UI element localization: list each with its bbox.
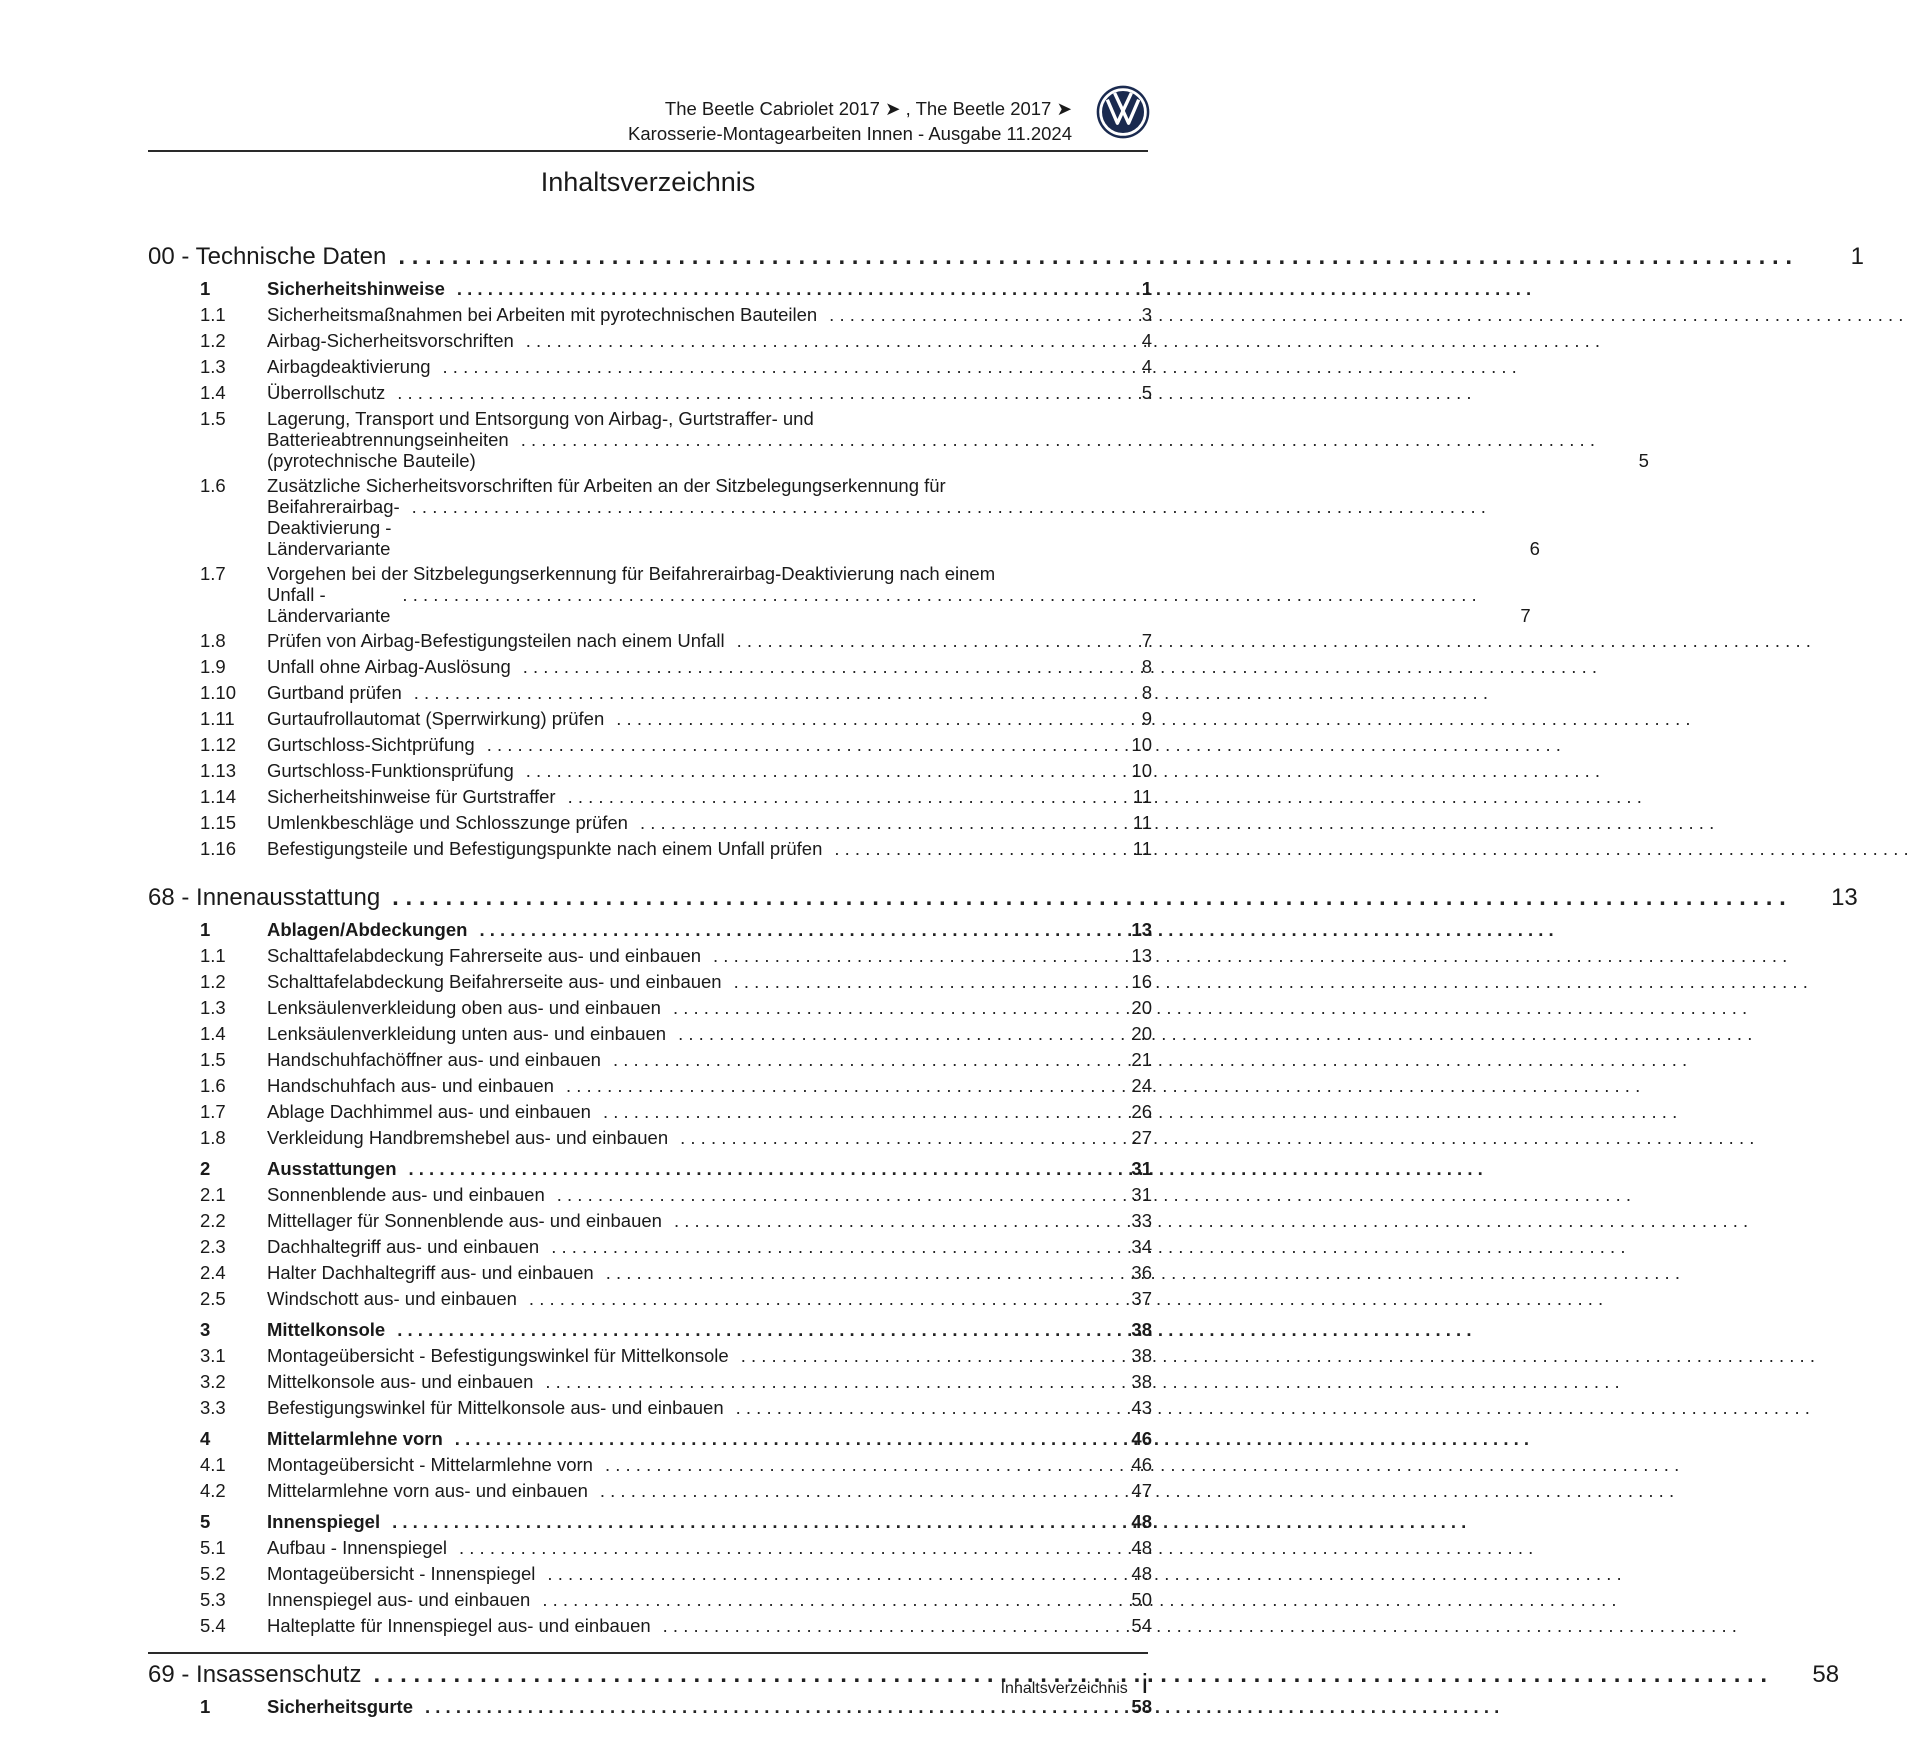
toc-subsection-entry[interactable]: [148, 1125, 1152, 1151]
toc-subsection-page: 37: [1131, 1288, 1152, 1309]
toc-subsection-title: Lenksäulenverkleidung unten aus- und einbauen: [267, 1023, 667, 1044]
document-footer: [148, 1668, 1148, 1700]
toc-subsection-number: 1.15: [200, 812, 237, 833]
toc-subsection-number: 1.6: [200, 475, 226, 496]
toc-subsection-number: 1.6: [200, 1075, 226, 1096]
toc-subsection-title: Sicherheitshinweise für Gurtstraffer: [267, 786, 556, 807]
toc-subsection-number: 1.4: [200, 382, 226, 403]
toc-subsection-entry[interactable]: [148, 706, 1152, 732]
toc-subsection-entry[interactable]: [148, 995, 1152, 1021]
toc-subsection-title: Dachhaltegriff aus- und einbauen: [267, 1236, 540, 1257]
toc-subsection-title-line1: Vorgehen bei der Sitzbelegungserkennung für Beifahrerairbag-Deaktivierung nach einem: [267, 563, 996, 584]
toc-leader-dots: [392, 879, 1786, 917]
toc-subsection-page: 34: [1131, 1236, 1152, 1257]
toc-subsection-page: 3: [1141, 304, 1152, 325]
toc-subsection-number: 1.14: [200, 786, 237, 807]
header-edition-line: Karosserie-Montagearbeiten Innen - Ausgabe 11.2024: [628, 123, 1072, 144]
toc-subsection-entry[interactable]: [148, 1208, 1152, 1234]
toc-subsection-entry[interactable]: [148, 1452, 1152, 1478]
toc-subsection-entry[interactable]: [148, 1286, 1152, 1312]
toc-subsection-number: 1.12: [200, 734, 237, 755]
toc-leader-dots: [521, 429, 1595, 450]
toc-subsection-entry[interactable]: [148, 1234, 1152, 1260]
toc-subsection-title: Halter Dachhaltegriff aus- und einbauen: [267, 1262, 594, 1283]
toc-leader-dots: [834, 836, 1908, 862]
toc-subsection-title: Innenspiegel aus- und einbauen: [267, 1589, 531, 1610]
toc-subsection-number: 1.7: [200, 563, 226, 584]
toc-subsection-title: Schalttafelabdeckung Beifahrerseite aus- und einbauen: [267, 971, 722, 992]
toc-subsection-entry[interactable]: [148, 561, 1531, 628]
toc-chapter: [148, 238, 1864, 862]
toc-section-page: 13: [1131, 919, 1152, 940]
toc-subsection-title-line2: Beifahrerairbag-Deaktivierung - Ländervariante: [267, 496, 400, 559]
toc-subsection-title: Befestigungswinkel für Mittelkonsole aus- und einbauen: [267, 1397, 724, 1418]
toc-subsection-page: 27: [1131, 1127, 1152, 1148]
footer-page-number: i: [1141, 1668, 1148, 1699]
toc-subsection-page: 8: [1141, 656, 1152, 677]
toc-subsection-entry[interactable]: [148, 1182, 1152, 1208]
toc-leader-dots: [529, 1286, 1603, 1312]
toc-subsection-page: 11: [1132, 812, 1152, 833]
toc-subsection-entry[interactable]: [148, 680, 1152, 706]
toc-subsection-entry[interactable]: [148, 1613, 1152, 1639]
toc-subsection-number: 1.7: [200, 1101, 226, 1122]
toc-leader-dots: [526, 328, 1600, 354]
toc-subsection-entry[interactable]: [148, 1021, 1152, 1047]
toc-subsection-page: 16: [1131, 971, 1152, 992]
toc-subsection-page: 38: [1131, 1371, 1152, 1392]
toc-subsection-page: 9: [1141, 708, 1152, 729]
toc-subsection-title: Mittelkonsole aus- und einbauen: [267, 1371, 534, 1392]
toc-leader-dots: [568, 784, 1642, 810]
toc-chapter: [148, 879, 1858, 1639]
toc-subsection-title: Montageübersicht - Mittelarmlehne vorn: [267, 1454, 593, 1475]
toc-subsection-page: 48: [1131, 1537, 1152, 1558]
toc-subsection-title: Airbagdeaktivierung: [267, 356, 431, 377]
toc-subsection-number: 1.4: [200, 1023, 226, 1044]
toc-subsection-title: Gurtband prüfen: [267, 682, 402, 703]
toc-section: [148, 1156, 1152, 1312]
toc-subsection-page: 8: [1141, 682, 1152, 703]
toc-subsection-page: 7: [1520, 605, 1531, 626]
toc-subsection-title: Lenksäulenverkleidung oben aus- und einbauen: [267, 997, 661, 1018]
toc-subsection-entry[interactable]: [148, 810, 1152, 836]
toc-subsection-title: Montageübersicht - Befestigungswinkel für Mittelkonsole: [267, 1345, 729, 1366]
toc-subsection-entry[interactable]: [148, 969, 1152, 995]
toc-subsection-number: 2.4: [200, 1262, 226, 1283]
toc-subsection-entry[interactable]: [148, 1369, 1152, 1395]
toc-subsection-entry[interactable]: [148, 1260, 1152, 1286]
toc-subsection-page: 33: [1131, 1210, 1152, 1231]
toc-leader-dots: [412, 496, 1486, 517]
toc-subsection-entry[interactable]: [148, 1395, 1152, 1421]
toc-section-title: Mittelkonsole: [267, 1319, 386, 1340]
toc-subsection-entry[interactable]: [148, 1047, 1152, 1073]
toc-section-title: Sicherheitsgurte: [267, 1696, 413, 1717]
toc-leader-dots: [713, 943, 1787, 969]
toc-leader-dots: [392, 1509, 1466, 1535]
toc-subsection-title: Gurtaufrollautomat (Sperrwirkung) prüfen: [267, 708, 605, 729]
toc-chapter-page: 58: [1812, 1661, 1840, 1688]
toc-chapter-page: 13: [1831, 884, 1858, 911]
toc-subsection-page: 10: [1131, 734, 1152, 755]
toc-subsection-number: 1.9: [200, 656, 226, 677]
toc-subsection-title: Verkleidung Handbremshebel aus- und einbauen: [267, 1127, 669, 1148]
toc-subsection-number: 3.3: [200, 1397, 226, 1418]
toc-leader-dots: [557, 1182, 1631, 1208]
toc-section: [148, 276, 1649, 862]
toc-leader-dots: [734, 969, 1808, 995]
toc-subsection-entry[interactable]: [148, 1073, 1152, 1099]
toc-subsection-page: 36: [1131, 1262, 1152, 1283]
toc-subsection-number: 5.1: [200, 1537, 226, 1558]
toc-subsection-title: Schalttafelabdeckung Fahrerseite aus- und einbauen: [267, 945, 702, 966]
toc-section-title: Innenspiegel: [267, 1511, 381, 1532]
toc-subsection-entry[interactable]: [148, 1099, 1152, 1125]
footer-label: Inhaltsverzeichnis: [1000, 1680, 1128, 1697]
toc-subsection-page: 50: [1131, 1589, 1152, 1610]
toc-section-page: 46: [1131, 1428, 1152, 1449]
toc-subsection-title: Airbag-Sicherheitsvorschriften: [267, 330, 514, 351]
toc-section-page: 31: [1131, 1158, 1152, 1179]
toc-subsection-entry[interactable]: [148, 1343, 1152, 1369]
toc-leader-dots: [523, 654, 1597, 680]
toc-subsection-page: 5: [1638, 450, 1649, 471]
toc-subsection-entry[interactable]: [148, 943, 1152, 969]
toc-subsection-entry[interactable]: [148, 758, 1152, 784]
toc-subsection-page: 7: [1141, 630, 1152, 651]
toc-section: [148, 917, 1152, 1151]
toc-subsection-number: 1.13: [200, 760, 237, 781]
toc-subsection-number: 1.2: [200, 971, 226, 992]
toc-subsection-title: Sonnenblende aus- und einbauen: [267, 1184, 545, 1205]
toc-leader-dots: [545, 1369, 1619, 1395]
toc-subsection-number: 1.3: [200, 997, 226, 1018]
toc-subsection-title: Mittellager für Sonnenblende aus- und einbauen: [267, 1210, 662, 1231]
toc-leader-dots: [616, 706, 1690, 732]
toc-section-number: 4: [200, 1428, 211, 1449]
toc-section-entry[interactable]: [148, 276, 1152, 302]
toc-subsection-number: 5.4: [200, 1615, 226, 1636]
toc-leader-dots: [479, 917, 1553, 943]
toc-subsection-number: 1.11: [200, 708, 235, 729]
toc-subsection-title: Prüfen von Airbag-Befestigungsteilen nach einem Unfall: [267, 630, 725, 651]
toc-subsection-entry[interactable]: [148, 836, 1152, 862]
toc-leader-dots: [526, 758, 1600, 784]
toc-leader-dots: [397, 380, 1471, 406]
toc-subsection-number: 3.1: [200, 1345, 226, 1366]
toc-chapter-title: 00 - Technische Daten: [148, 243, 387, 270]
toc-subsection-number: 2.1: [200, 1184, 226, 1205]
header-divider: [148, 150, 1148, 152]
toc-chapter-title: 68 - Innenausstattung: [148, 884, 381, 911]
toc-leader-dots: [459, 1535, 1533, 1561]
toc-subsection-entry[interactable]: [148, 784, 1152, 810]
toc-subsection-page: 38: [1131, 1345, 1152, 1366]
toc-section-entry[interactable]: [148, 1509, 1152, 1535]
toc-subsection-entry[interactable]: [148, 1478, 1152, 1504]
toc-subsection-number: 2.2: [200, 1210, 226, 1231]
toc-subsection-page: 31: [1131, 1184, 1152, 1205]
toc-subsection-title: Überrollschutz: [267, 382, 386, 403]
toc-chapter-page: 1: [1850, 243, 1864, 270]
toc-subsection-entry[interactable]: [148, 473, 1540, 561]
toc-chapter-title: 69 - Insassenschutz: [148, 1661, 362, 1688]
toc-subsection-title-line2: Batterieabtrennungseinheiten (pyrotechnische Bauteile): [267, 429, 509, 471]
toc-subsection-title: Ablage Dachhimmel aus- und einbauen: [267, 1101, 591, 1122]
toc-subsection-title: Befestigungsteile und Befestigungspunkte nach einem Unfall prüfen: [267, 838, 823, 859]
toc-subsection-title: Sicherheitsmaßnahmen bei Arbeiten mit pyrotechnischen Bauteilen: [267, 304, 818, 325]
toc-leader-dots: [487, 732, 1561, 758]
toc-section: [148, 1509, 1152, 1639]
toc-subsection-number: 1.3: [200, 356, 226, 377]
table-of-contents: [148, 238, 1864, 1720]
toc-subsection-entry[interactable]: [148, 1561, 1152, 1587]
toc-subsection-title: Handschuhfachöffner aus- und einbauen: [267, 1049, 601, 1070]
toc-subsection-number: 1.16: [200, 838, 237, 859]
toc-leader-dots: [457, 276, 1531, 302]
toc-subsection-number: 4.2: [200, 1480, 226, 1501]
toc-subsection-title: Mittelarmlehne vorn aus- und einbauen: [267, 1480, 588, 1501]
toc-subsection-page: 24: [1131, 1075, 1152, 1096]
toc-subsection-entry[interactable]: [148, 1535, 1152, 1561]
toc-subsection-number: 2.5: [200, 1288, 226, 1309]
toc-leader-dots: [640, 810, 1714, 836]
toc-subsection-page: 48: [1131, 1563, 1152, 1584]
toc-subsection-entry[interactable]: [148, 628, 1152, 654]
toc-subsection-number: 2.3: [200, 1236, 226, 1257]
toc-subsection-entry[interactable]: [148, 354, 1152, 380]
toc-subsection-title: Halteplatte für Innenspiegel aus- und einbauen: [267, 1615, 651, 1636]
toc-leader-dots: [398, 238, 1792, 276]
toc-section-number: 2: [200, 1158, 211, 1179]
toc-leader-dots: [397, 1317, 1471, 1343]
toc-subsection-entry[interactable]: [148, 1587, 1152, 1613]
toc-subsection-title-line2: Unfall - Ländervariante: [267, 584, 391, 626]
toc-subsection-page: 26: [1131, 1101, 1152, 1122]
toc-subsection-number: 1.5: [200, 1049, 226, 1070]
toc-section-title: Ausstattungen: [267, 1158, 397, 1179]
toc-subsection-title: Montageübersicht - Innenspiegel: [267, 1563, 536, 1584]
toc-leader-dots: [414, 680, 1488, 706]
toc-subsection-entry[interactable]: [148, 732, 1152, 758]
toc-subsection-page: 47: [1131, 1480, 1152, 1501]
toc-subsection-page: 4: [1141, 330, 1152, 351]
toc-section-entry[interactable]: [148, 1426, 1152, 1452]
toc-leader-dots: [673, 995, 1747, 1021]
toc-subsection-page: 54: [1131, 1615, 1152, 1636]
toc-subsection-number: 1.2: [200, 330, 226, 351]
toc-subsection-number: 3.2: [200, 1371, 226, 1392]
toc-leader-dots: [829, 302, 1903, 328]
toc-section-entry[interactable]: [148, 1317, 1152, 1343]
toc-subsection-page: 6: [1529, 538, 1540, 559]
toc-subsection-number: 1.1: [200, 945, 226, 966]
toc-subsection-title: Gurtschloss-Sichtprüfung: [267, 734, 475, 755]
footer-divider: [148, 1652, 1148, 1654]
toc-section: [148, 1317, 1152, 1421]
toc-leader-dots: [443, 354, 1517, 380]
toc-leader-dots: [737, 628, 1811, 654]
toc-section-number: 1: [200, 1696, 211, 1717]
toc-subsection-entry[interactable]: [148, 654, 1152, 680]
toc-subsection-title-line1: Lagerung, Transport und Entsorgung von Airbag-, Gurtstraffer- und: [267, 408, 814, 429]
toc-leader-dots: [455, 1426, 1529, 1452]
toc-leader-dots: [674, 1208, 1748, 1234]
toc-section-number: 3: [200, 1319, 211, 1340]
toc-section-title: Mittelarmlehne vorn: [267, 1428, 443, 1449]
toc-subsection-page: 13: [1131, 945, 1152, 966]
toc-subsection-page: 11: [1132, 838, 1152, 859]
toc-subsection-entry[interactable]: [148, 302, 1152, 328]
toc-subsection-number: 5.2: [200, 1563, 226, 1584]
toc-leader-dots: [680, 1125, 1754, 1151]
toc-leader-dots: [741, 1343, 1815, 1369]
toc-subsection-number: 1.5: [200, 408, 226, 429]
toc-leader-dots: [402, 584, 1476, 605]
toc-subsection-entry[interactable]: [148, 406, 1649, 473]
toc-section-title: Sicherheitshinweise: [267, 278, 445, 299]
toc-subsection-title: Windschott aus- und einbauen: [267, 1288, 517, 1309]
toc-subsection-title: Unfall ohne Airbag-Auslösung: [267, 656, 511, 677]
toc-leader-dots: [551, 1234, 1625, 1260]
toc-subsection-number: 4.1: [200, 1454, 226, 1475]
toc-subsection-entry[interactable]: [148, 380, 1152, 406]
toc-section-page: 48: [1131, 1511, 1152, 1532]
header-model-line: The Beetle Cabriolet 2017 ➤ , The Beetle 2017 ➤: [664, 98, 1072, 119]
toc-leader-dots: [566, 1073, 1640, 1099]
toc-subsection-title: Handschuhfach aus- und einbauen: [267, 1075, 554, 1096]
toc-section-title: Ablagen/Abdeckungen: [267, 919, 468, 940]
toc-leader-dots: [409, 1156, 1483, 1182]
toc-subsection-title: Gurtschloss-Funktionsprüfung: [267, 760, 514, 781]
toc-subsection-title-line1: Zusätzliche Sicherheitsvorschriften für Arbeiten an der Sitzbelegungserkennung für: [267, 475, 946, 496]
toc-section-entry[interactable]: [148, 917, 1152, 943]
toc-subsection-page: 10: [1131, 760, 1152, 781]
toc-section-number: 1: [200, 278, 211, 299]
toc-subsection-number: 1.10: [200, 682, 237, 703]
toc-subsection-page: 5: [1141, 382, 1152, 403]
toc-section-page: 1: [1141, 278, 1152, 299]
toc-subsection-page: 21: [1131, 1049, 1152, 1070]
toc-leader-dots: [663, 1613, 1737, 1639]
toc-subsection-page: 11: [1132, 786, 1152, 807]
toc-section-number: 1: [200, 919, 211, 940]
toc-chapter-entry[interactable]: [148, 238, 1864, 276]
toc-subsection-page: 20: [1131, 997, 1152, 1018]
toc-subsection-page: 43: [1131, 1397, 1152, 1418]
toc-subsection-number: 5.3: [200, 1589, 226, 1610]
toc-subsection-title: Aufbau - Innenspiegel: [267, 1537, 447, 1558]
toc-section-page: 38: [1131, 1319, 1152, 1340]
toc-section-entry[interactable]: [148, 1156, 1152, 1182]
toc-section: [148, 1426, 1152, 1504]
toc-subsection-title: Umlenkbeschläge und Schlosszunge prüfen: [267, 812, 628, 833]
toc-subsection-page: 4: [1141, 356, 1152, 377]
document-header: [148, 96, 1072, 146]
toc-subsection-number: 1.8: [200, 630, 226, 651]
toc-chapter-entry[interactable]: [148, 879, 1858, 917]
toc-leader-dots: [542, 1587, 1616, 1613]
page-title: Inhaltsverzeichnis: [540, 167, 756, 197]
toc-subsection-number: 1.8: [200, 1127, 226, 1148]
toc-subsection-page: 46: [1131, 1454, 1152, 1475]
toc-leader-dots: [736, 1395, 1810, 1421]
toc-subsection-entry[interactable]: [148, 328, 1152, 354]
toc-leader-dots: [547, 1561, 1621, 1587]
toc-section-number: 5: [200, 1511, 211, 1532]
vw-logo-icon: [1095, 84, 1151, 140]
toc-subsection-page: 20: [1131, 1023, 1152, 1044]
toc-subsection-number: 1.1: [200, 304, 226, 325]
toc-section-page: 58: [1131, 1696, 1152, 1717]
toc-leader-dots: [678, 1021, 1752, 1047]
